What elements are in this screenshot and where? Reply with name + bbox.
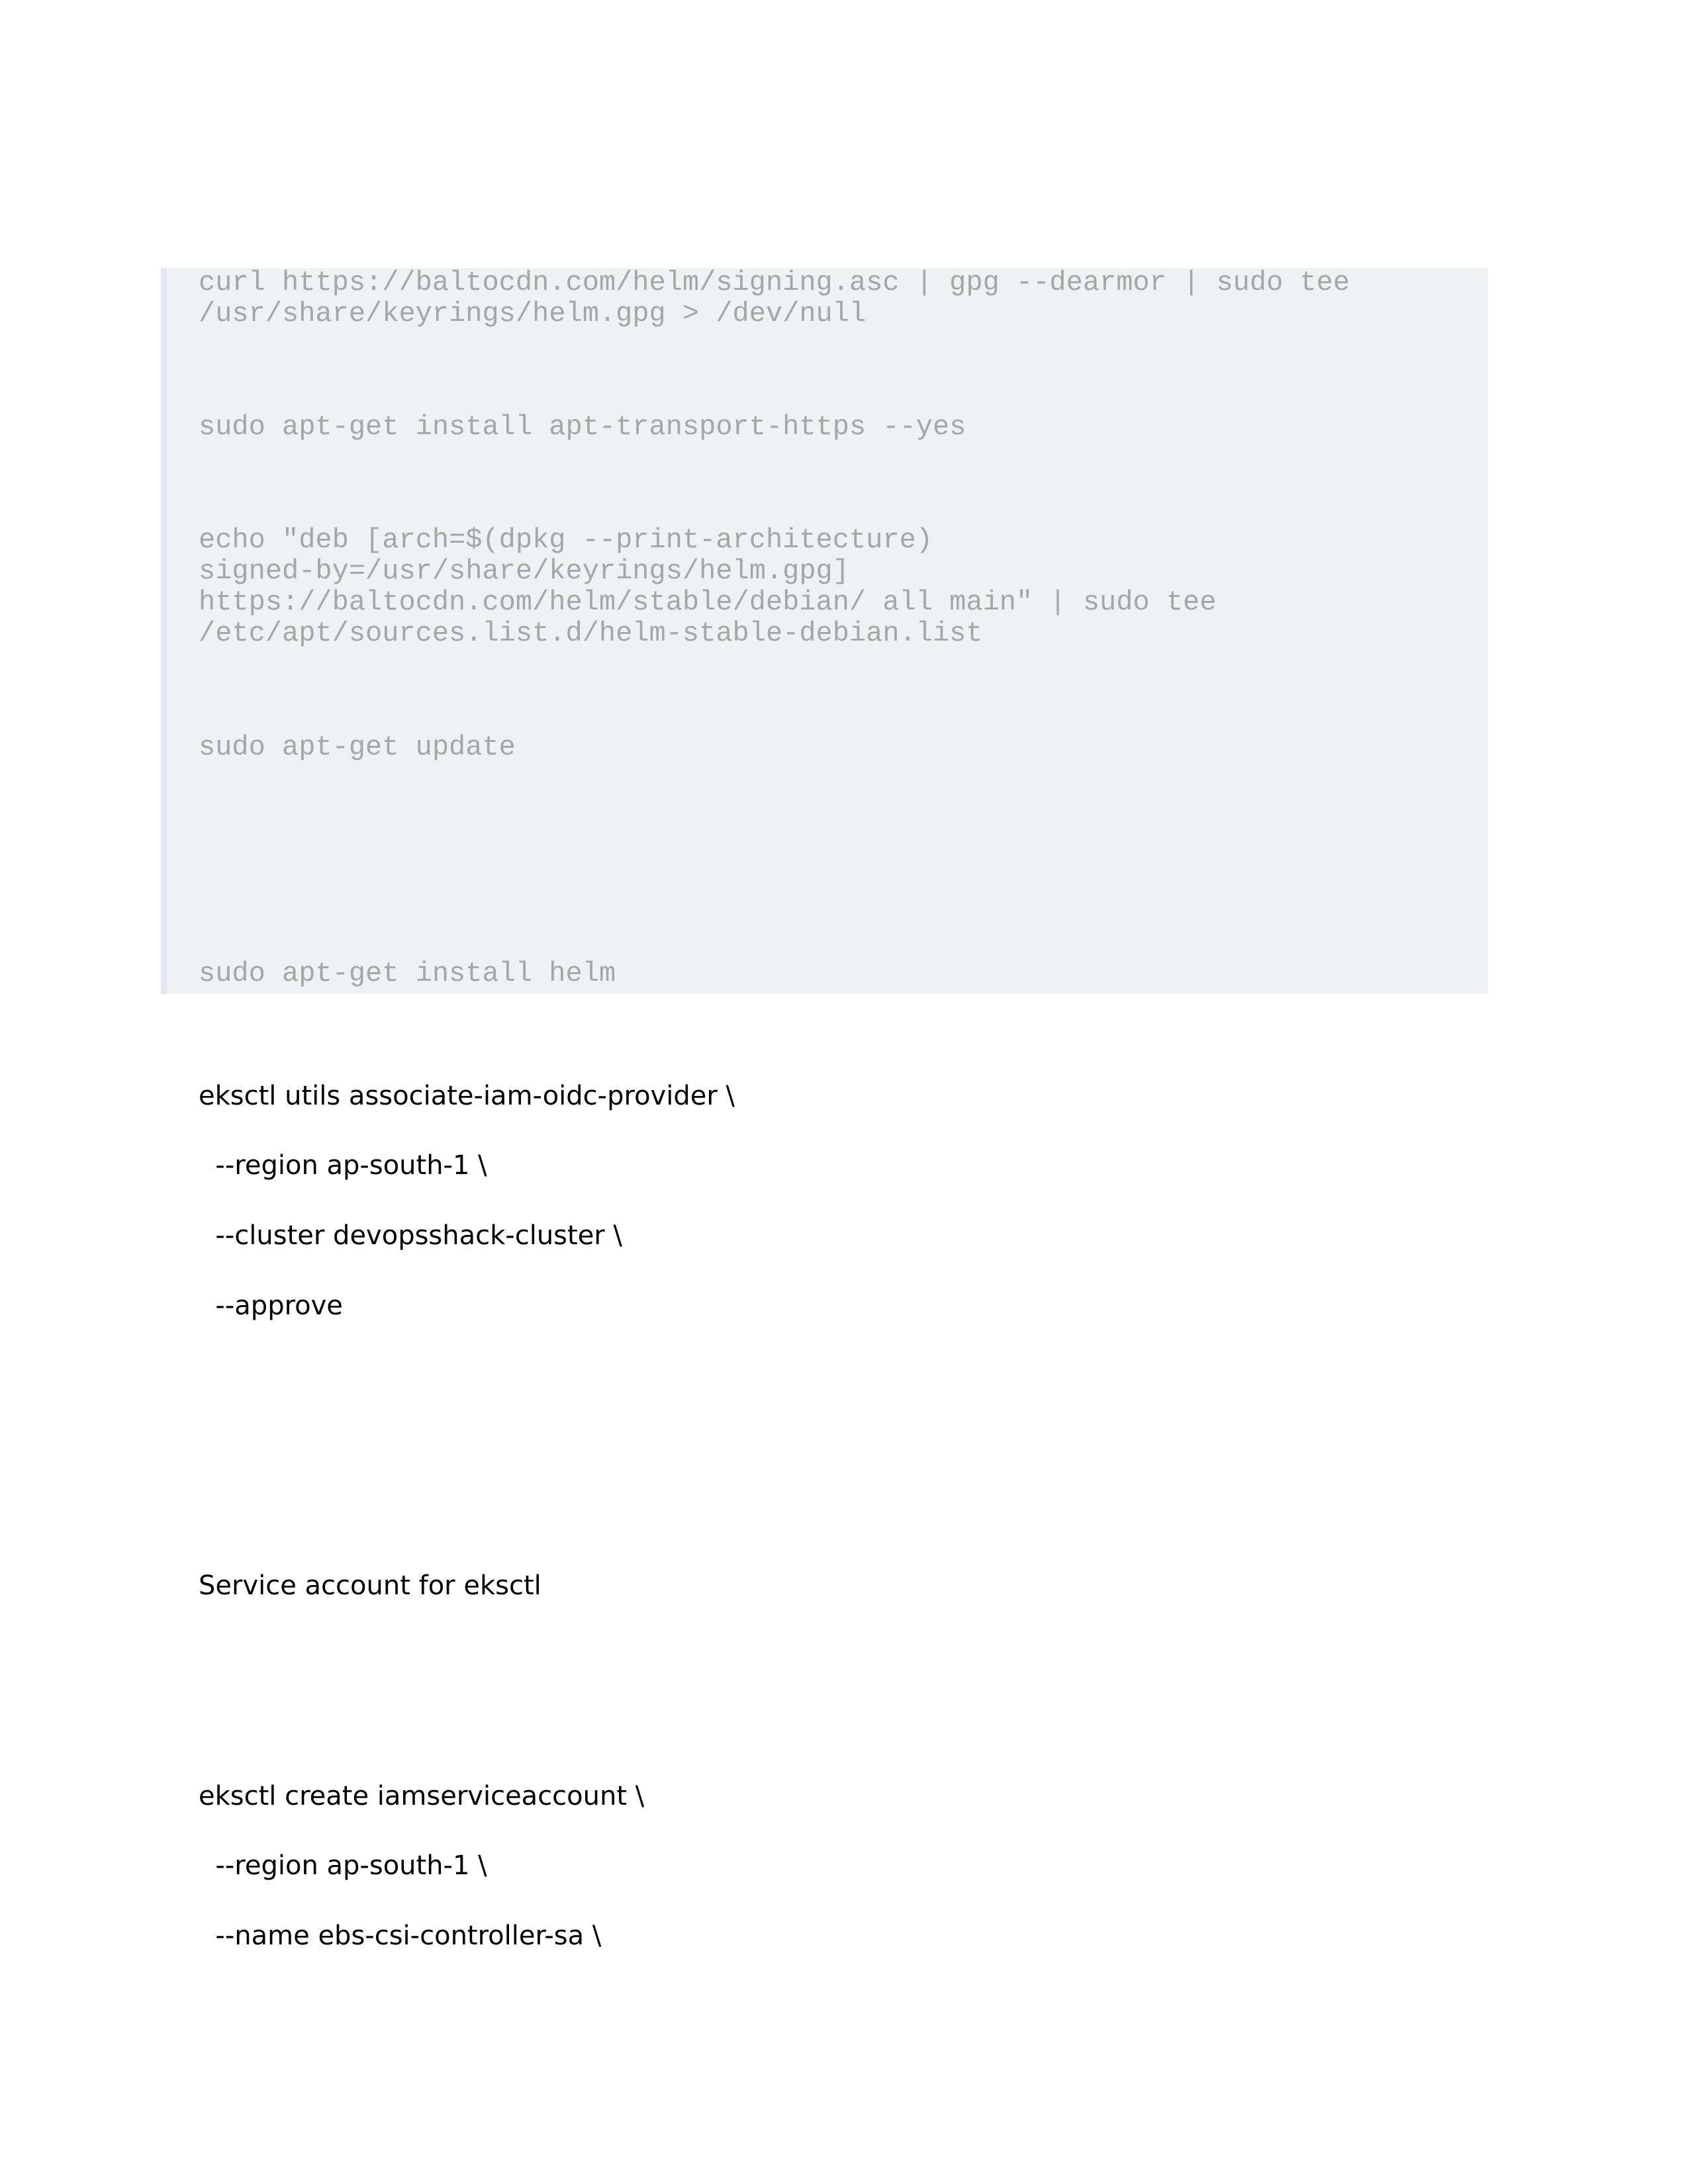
command-line: --region ap-south-1 \ [199,1850,487,1881]
code-line: curl https://baltocdn.com/helm/signing.asc | gpg --dearmor | sudo tee [199,267,1350,298]
command-line: --approve [199,1291,343,1321]
code-line: /etc/apt/sources.list.d/helm-stable-debian.list [199,617,983,649]
code-line: sudo apt-get install apt-transport-https --yes [199,411,966,443]
code-line: sudo apt-get update [199,731,516,763]
command-line: --name ebs-csi-controller-sa \ [199,1921,602,1951]
command-line: --region ap-south-1 \ [199,1150,487,1181]
section-heading: Service account for eksctl [199,1570,541,1601]
code-line: echo "deb [arch=$(dpkg --print-architecture) [199,524,933,556]
code-line: /usr/share/keyrings/helm.gpg > /dev/null [199,298,867,330]
command-line: eksctl utils associate-iam-oidc-provider \ [199,1081,735,1111]
command-line: eksctl create iamserviceaccount \ [199,1781,645,1811]
code-line: https://baltocdn.com/helm/stable/debian/ all main" | sudo tee [199,586,1217,618]
code-line: sudo apt-get install helm [199,958,616,989]
command-line: --cluster devopsshack-cluster \ [199,1220,622,1251]
code-line: signed-by=/usr/share/keyrings/helm.gpg] [199,555,849,587]
